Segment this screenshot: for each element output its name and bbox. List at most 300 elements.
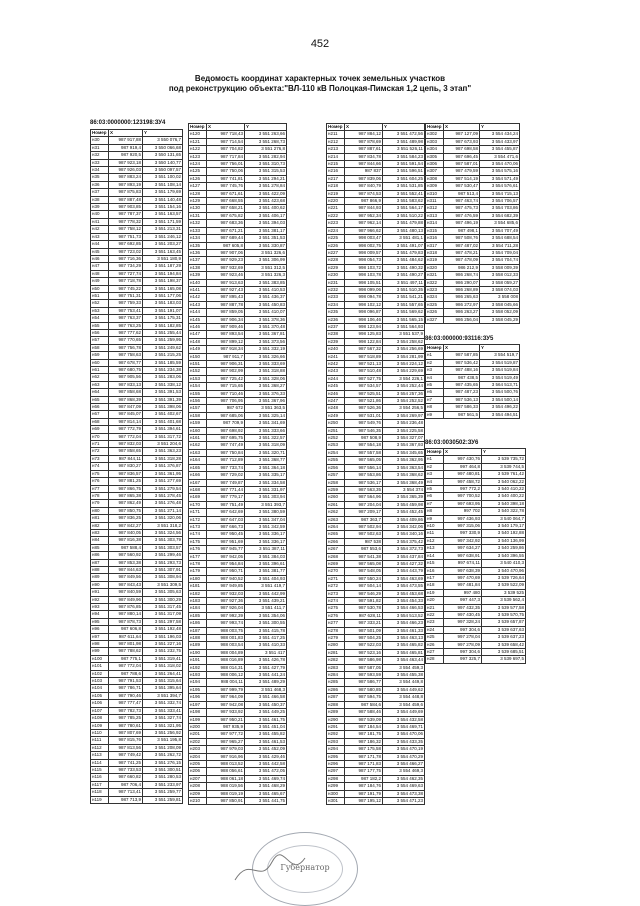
coord-y: 3 551 215,25 bbox=[143, 352, 183, 359]
table-row bbox=[426, 190, 520, 197]
point-number: н128 bbox=[189, 190, 207, 197]
point-number: н120 bbox=[189, 131, 207, 138]
coord-y: 3 551 312,5 bbox=[245, 264, 287, 271]
table-row bbox=[426, 168, 520, 175]
coord-y: 3 540 398,18 bbox=[482, 500, 526, 507]
coord-y: 3 551 415,78 bbox=[245, 627, 287, 634]
table-row bbox=[189, 331, 287, 338]
table-row bbox=[189, 479, 287, 486]
header-y: Y bbox=[480, 124, 520, 131]
coord-x: 987 950,45 bbox=[207, 531, 245, 538]
table-row bbox=[327, 190, 425, 197]
coord-x: 987 488,16 bbox=[444, 367, 480, 374]
coord-y: 3 551 394,61 bbox=[143, 426, 183, 433]
table-row bbox=[327, 131, 425, 138]
coord-y: 3 554 688,54 bbox=[480, 235, 520, 242]
table-row bbox=[327, 220, 425, 227]
table-row bbox=[189, 701, 287, 708]
coord-x: 987 933,92 bbox=[207, 709, 245, 716]
table-row bbox=[91, 263, 183, 270]
coord-x: 987 642,69 bbox=[207, 509, 245, 516]
point-number: н45 bbox=[91, 248, 109, 255]
coord-x: 987 671,61 bbox=[207, 190, 245, 197]
table-row bbox=[189, 227, 287, 234]
coord-x: 987 706,4 bbox=[109, 781, 143, 788]
point-number: н211 bbox=[327, 131, 345, 138]
point-number: н138 bbox=[189, 264, 207, 271]
table-row bbox=[91, 448, 183, 455]
table-row bbox=[327, 709, 425, 716]
point-number: н209 bbox=[189, 790, 207, 797]
point-number: н298 bbox=[327, 775, 345, 782]
coord-x: 987 525,51 bbox=[345, 390, 383, 397]
point-number: н307 bbox=[426, 168, 444, 175]
point-number: н305 bbox=[426, 153, 444, 160]
point-number: н159 bbox=[189, 420, 207, 427]
coord-x: 987 881,25 bbox=[109, 478, 143, 485]
coord-x: 987 586,98 bbox=[345, 657, 383, 664]
table-row bbox=[189, 161, 287, 168]
coord-x: 987 874,53 bbox=[345, 190, 383, 197]
table-row bbox=[327, 472, 425, 479]
point-number: н88 bbox=[91, 566, 109, 573]
point-number: н208 bbox=[189, 783, 207, 790]
header-x: X bbox=[207, 124, 245, 131]
table-row bbox=[327, 205, 425, 212]
coord-y: 3 551 406,17 bbox=[245, 212, 287, 219]
table-row bbox=[189, 657, 287, 664]
coord-y: 3 554 519,84 bbox=[480, 367, 520, 374]
section-label-zu5: 86:03:000000:93116:ЗУ5 bbox=[425, 336, 494, 342]
coord-x: 987 496,19 bbox=[444, 220, 480, 227]
coord-y: 3 551 182,85 bbox=[143, 322, 183, 329]
header-x: X bbox=[109, 130, 143, 137]
coord-x: 987 514,19 bbox=[444, 175, 480, 182]
point-number: н275 bbox=[327, 605, 345, 612]
coord-x: 987 840,59 bbox=[109, 589, 143, 596]
table-row bbox=[327, 168, 425, 175]
coord-x: 997 480,81 bbox=[444, 471, 482, 478]
coord-y: 3 551 180,9 bbox=[143, 255, 183, 262]
coord-x: 987 741,25 bbox=[109, 759, 143, 766]
table-row bbox=[327, 768, 425, 775]
coord-y: 3 551 469,74 bbox=[245, 775, 287, 782]
coord-y: 3 554 257,36 bbox=[383, 390, 425, 397]
point-number: н319 bbox=[426, 257, 444, 264]
coord-x: 987 866,75 bbox=[109, 485, 143, 492]
coord-x: 997 674,11 bbox=[444, 560, 482, 567]
table-row bbox=[91, 559, 183, 566]
point-number: н306 bbox=[426, 161, 444, 168]
coord-y: 3 539 697,5 bbox=[482, 656, 526, 663]
coord-y: 3 554 571,49 bbox=[480, 175, 520, 182]
table-row bbox=[426, 463, 526, 470]
table-row bbox=[426, 264, 520, 271]
table-row bbox=[327, 301, 425, 308]
coord-x: 987 580,85 bbox=[345, 686, 383, 693]
point-number: н58 bbox=[91, 344, 109, 351]
point-number: н46 bbox=[91, 255, 109, 262]
coord-x: 987 816,38 bbox=[109, 537, 143, 544]
coord-y: 3 551 140,48 bbox=[143, 196, 183, 203]
coord-y: 3 540 400,22 bbox=[482, 493, 526, 500]
coord-x: 987 675,82 bbox=[207, 212, 245, 219]
coord-y: 3 554 496,22 bbox=[480, 404, 520, 411]
table-row bbox=[426, 523, 526, 530]
point-number: н125 bbox=[189, 168, 207, 175]
point-number: н106 bbox=[91, 700, 109, 707]
point-number: н140 bbox=[189, 279, 207, 286]
point-number: н288 bbox=[327, 701, 345, 708]
table-row bbox=[327, 331, 425, 338]
point-number: н200 bbox=[189, 723, 207, 730]
coord-x: 988 003,75 bbox=[207, 627, 245, 634]
point-number: н110 bbox=[91, 729, 109, 736]
coord-y: 3 551 419,7 bbox=[245, 583, 287, 590]
point-number: н240 bbox=[327, 346, 345, 353]
table-row bbox=[189, 598, 287, 605]
table-row bbox=[189, 494, 287, 501]
coord-x: 998 054,73 bbox=[345, 257, 383, 264]
table-row bbox=[426, 582, 526, 589]
coord-x: 987 756,01 bbox=[207, 161, 245, 168]
point-number: н57 bbox=[91, 337, 109, 344]
coord-x: 987 127,09 bbox=[444, 131, 480, 138]
table-row bbox=[426, 382, 520, 389]
coord-x: 997 342,92 bbox=[444, 537, 482, 544]
table-row bbox=[91, 167, 183, 174]
coord-x: 987 504,25 bbox=[345, 635, 383, 642]
table-row bbox=[91, 248, 183, 255]
table-row bbox=[327, 375, 425, 382]
coord-y: 3 554 459,6 bbox=[383, 701, 425, 708]
point-number: н142 bbox=[189, 294, 207, 301]
point-number: н6 bbox=[426, 389, 444, 396]
point-number: н272 bbox=[327, 583, 345, 590]
coord-x: 987 435,65 bbox=[444, 382, 480, 389]
point-number: н54 bbox=[91, 315, 109, 322]
table-row bbox=[91, 426, 183, 433]
coord-x: 987 723,02 bbox=[109, 248, 143, 255]
point-number: н237 bbox=[327, 323, 345, 330]
table-row bbox=[426, 367, 520, 374]
table-row bbox=[91, 581, 183, 588]
coord-x: 987 842,27 bbox=[109, 522, 143, 529]
point-number: н179 bbox=[189, 568, 207, 575]
point-number: н327 bbox=[426, 316, 444, 323]
coord-y: 3 554 685,6 bbox=[480, 220, 520, 227]
coord-y: 3 540 410,22 bbox=[482, 486, 526, 493]
coord-y: 3 551 204,6 bbox=[143, 441, 183, 448]
point-number: н8 bbox=[426, 508, 444, 515]
coord-x: 987 184,76 bbox=[345, 783, 383, 790]
coord-y: 3 551 468,29 bbox=[245, 783, 287, 790]
point-number: н296 bbox=[327, 760, 345, 767]
coord-y: 3 551 317,09 bbox=[143, 611, 183, 618]
table-row bbox=[327, 775, 425, 782]
table-row bbox=[426, 220, 520, 227]
table-row bbox=[189, 760, 287, 767]
point-number: н226 bbox=[327, 242, 345, 249]
table-row bbox=[327, 598, 425, 605]
table-row bbox=[426, 309, 520, 316]
coord-y: 3 551 318,02 bbox=[143, 663, 183, 670]
coordinate-table-continued-1 bbox=[188, 123, 287, 805]
point-number: н102 bbox=[91, 670, 109, 677]
table-row bbox=[91, 315, 183, 322]
coord-x: 987 909,46 bbox=[207, 323, 245, 330]
coord-y: 3 539 562,4 bbox=[482, 597, 526, 604]
coord-y: 3 551 303,94 bbox=[245, 494, 287, 501]
coord-y: 3 551 378,36 bbox=[245, 316, 287, 323]
table-row bbox=[91, 766, 183, 773]
coord-x: 987 522,03 bbox=[345, 642, 383, 649]
point-number: н147 bbox=[189, 331, 207, 338]
coord-y: 3 551 442,58 bbox=[245, 760, 287, 767]
coord-x: 987 171,78 bbox=[345, 753, 383, 760]
coord-y: 3 551 299,46 bbox=[143, 552, 183, 559]
point-number: н318 bbox=[426, 249, 444, 256]
coord-x: 987 837 bbox=[345, 168, 383, 175]
coord-y: 3 554 455,87 bbox=[480, 146, 520, 153]
coord-x: 987 916,96 bbox=[207, 753, 245, 760]
point-number: н293 bbox=[327, 738, 345, 745]
coord-x: 987 591,82 bbox=[345, 598, 383, 605]
point-number: н127 bbox=[189, 183, 207, 190]
coord-x: 987 709,9 bbox=[207, 420, 245, 427]
coord-x: 987 999,79 bbox=[207, 686, 245, 693]
coord-y: 3 551 246,12 bbox=[143, 233, 183, 240]
coord-y: 3 551 326,66 bbox=[245, 353, 287, 360]
point-number: н96 bbox=[91, 626, 109, 633]
point-number: н207 bbox=[189, 775, 207, 782]
table-row bbox=[327, 338, 425, 345]
point-number: н192 bbox=[189, 664, 207, 671]
table-row bbox=[327, 760, 425, 767]
point-number: н9 bbox=[426, 515, 444, 522]
coord-x: 987 758,12 bbox=[109, 226, 143, 233]
table-row bbox=[189, 612, 287, 619]
point-number: н79 bbox=[91, 500, 109, 507]
coord-y: 3 551 564,93 bbox=[383, 323, 425, 330]
coord-y: 3 539 658,42 bbox=[482, 641, 526, 648]
coord-x: 987 539,09 bbox=[345, 716, 383, 723]
coord-y: 3 551 479,83 bbox=[383, 249, 425, 256]
coord-y: 3 554 281,99 bbox=[383, 353, 425, 360]
table-row bbox=[91, 752, 183, 759]
point-number: н198 bbox=[189, 709, 207, 716]
table-row bbox=[426, 634, 526, 641]
point-number: н280 bbox=[327, 642, 345, 649]
coord-y: 3 551 395,64 bbox=[143, 685, 183, 692]
table-row bbox=[426, 478, 526, 485]
point-number: н134 bbox=[189, 235, 207, 242]
coord-x: 987 932,69 bbox=[207, 264, 245, 271]
point-number: н160 bbox=[189, 427, 207, 434]
point-number: н53 bbox=[91, 307, 109, 314]
table-row bbox=[189, 427, 287, 434]
coord-y: 3 554 368,62 bbox=[383, 472, 425, 479]
coord-x: 988 019,19 bbox=[207, 790, 245, 797]
coord-x: 987 741,81 bbox=[207, 175, 245, 182]
point-number: н233 bbox=[327, 294, 345, 301]
table-row bbox=[189, 694, 287, 701]
coord-x: 987 186,32 bbox=[345, 738, 383, 745]
point-number: н169 bbox=[189, 494, 207, 501]
table-row bbox=[91, 529, 183, 536]
coord-y: 3 540 410,3 bbox=[482, 560, 526, 567]
table-row bbox=[91, 596, 183, 603]
point-number: н186 bbox=[189, 620, 207, 627]
coord-y: 3 558 045,29 bbox=[480, 316, 520, 323]
table-row bbox=[189, 138, 287, 145]
point-number: н214 bbox=[327, 153, 345, 160]
table-row bbox=[189, 212, 287, 219]
coord-y: 3 554 575,16 bbox=[480, 168, 520, 175]
header-point-number: Номер bbox=[427, 124, 442, 129]
table-row bbox=[91, 159, 183, 166]
table-row bbox=[91, 411, 183, 418]
coord-y: 3 550 097,57 bbox=[143, 167, 183, 174]
coord-y: 3 551 318,09 bbox=[245, 442, 287, 449]
table-row bbox=[327, 368, 425, 375]
table-row bbox=[327, 575, 425, 582]
table-row bbox=[327, 612, 425, 619]
coord-x: 987 868,39 bbox=[109, 396, 143, 403]
coord-y: 3 554 454,33 bbox=[383, 598, 425, 605]
table-row bbox=[91, 241, 183, 248]
point-number: н34 bbox=[91, 167, 109, 174]
coord-x: 998 105,51 bbox=[345, 279, 383, 286]
coord-y: 3 554 465,81 bbox=[383, 649, 425, 656]
table-row bbox=[327, 457, 425, 464]
coord-x: 987 849,96 bbox=[109, 596, 143, 603]
table-row bbox=[91, 292, 183, 299]
table-row bbox=[327, 523, 425, 530]
coord-x: 987 895,43 bbox=[207, 294, 245, 301]
point-number: н83 bbox=[91, 529, 109, 536]
coord-y: 3 558 059,27 bbox=[480, 279, 520, 286]
point-number: н69 bbox=[91, 426, 109, 433]
table-row bbox=[327, 694, 425, 701]
table-row bbox=[189, 575, 287, 582]
coord-y: 3 551 317,45 bbox=[143, 604, 183, 611]
table-row bbox=[189, 738, 287, 745]
point-number: н157 bbox=[189, 405, 207, 412]
coord-x: 986 268,89 bbox=[444, 286, 480, 293]
coord-y: 3 551 411,7 bbox=[245, 605, 287, 612]
coord-y: 3 551 472,56 bbox=[383, 131, 425, 138]
table-row bbox=[91, 633, 183, 640]
point-number: н285 bbox=[327, 679, 345, 686]
point-number: н194 bbox=[189, 679, 207, 686]
point-number: н286 bbox=[327, 686, 345, 693]
table-row bbox=[91, 626, 183, 633]
point-number: н223 bbox=[327, 220, 345, 227]
table-row bbox=[426, 138, 520, 145]
table-row bbox=[91, 796, 183, 803]
coord-x: 987 845,07 bbox=[109, 411, 143, 418]
point-number: н206 bbox=[189, 768, 207, 775]
table-row bbox=[189, 279, 287, 286]
table-row bbox=[327, 679, 425, 686]
coord-x: 987 813,56 bbox=[109, 744, 143, 751]
coord-y: 3 550 066,68 bbox=[143, 144, 183, 151]
coord-x: 987 830,27 bbox=[109, 463, 143, 470]
table-row bbox=[426, 279, 520, 286]
point-number: н23 bbox=[426, 619, 444, 626]
coord-y: 3 554 372,73 bbox=[383, 546, 425, 553]
coord-y: 3 551 490,32 bbox=[383, 264, 425, 271]
point-number: н183 bbox=[189, 598, 207, 605]
table-row bbox=[91, 515, 183, 522]
coord-x: 987 550,24 bbox=[345, 575, 383, 582]
coord-x: 997 458,72 bbox=[444, 478, 482, 485]
coord-y: 3 551 410,07 bbox=[245, 309, 287, 316]
coord-x: 987 518,89 bbox=[345, 353, 383, 360]
coord-y: 3 551 333,69 bbox=[245, 361, 287, 368]
point-number: н269 bbox=[327, 560, 345, 567]
point-number: н97 bbox=[91, 633, 109, 640]
table-row bbox=[91, 322, 183, 329]
coord-x: 987 716,36 bbox=[109, 255, 143, 262]
table-row bbox=[426, 537, 526, 544]
point-number: н267 bbox=[327, 546, 345, 553]
coord-x: 987 531,01 bbox=[345, 412, 383, 419]
coord-x: 986 256,04 bbox=[444, 316, 480, 323]
table-row bbox=[91, 789, 183, 796]
table-row bbox=[189, 672, 287, 679]
table-row bbox=[426, 205, 520, 212]
coord-x: 987 606,8 bbox=[109, 626, 143, 633]
coord-y: 3 554 433,97 bbox=[480, 138, 520, 145]
coord-y: 3 551 423,68 bbox=[245, 198, 287, 205]
coord-y: 3 551 259,81 bbox=[143, 796, 183, 803]
coord-y: 3 554 345,65 bbox=[383, 449, 425, 456]
point-number: н173 bbox=[189, 523, 207, 530]
table-row bbox=[327, 146, 425, 153]
table-row bbox=[91, 729, 183, 736]
point-number: н263 bbox=[327, 516, 345, 523]
coord-x: 987 782,73 bbox=[109, 707, 143, 714]
coord-y: 3 551 310,73 bbox=[245, 161, 287, 168]
coord-x: 987 942,05 bbox=[207, 553, 245, 560]
coord-y: 3 551 277,69 bbox=[143, 478, 183, 485]
coord-y: 3 551 490,27 bbox=[383, 272, 425, 279]
point-number: н283 bbox=[327, 664, 345, 671]
table-row bbox=[91, 552, 183, 559]
coord-x: 997 304,6 bbox=[444, 626, 482, 633]
point-number: н266 bbox=[327, 538, 345, 545]
coord-y: 3 551 394,7 bbox=[143, 692, 183, 699]
table-row bbox=[189, 775, 287, 782]
coord-y: 3 551 526,11 bbox=[383, 146, 425, 153]
coord-x: 987 942,08 bbox=[207, 701, 245, 708]
coord-x: 987 706,95 bbox=[207, 398, 245, 405]
table-row bbox=[426, 249, 520, 256]
coord-x: 987 487,23 bbox=[444, 389, 480, 396]
coord-x: 997 702 bbox=[444, 508, 482, 515]
coord-y: 3 554 471,23 bbox=[383, 797, 425, 804]
table-row bbox=[91, 470, 183, 477]
point-number: н189 bbox=[189, 642, 207, 649]
coord-x: 987 556,14 bbox=[345, 464, 383, 471]
point-number: н2 bbox=[426, 463, 444, 470]
coord-x: 997 278,04 bbox=[444, 634, 482, 641]
coord-y: 3 551 196,03 bbox=[143, 633, 183, 640]
table-row bbox=[91, 285, 183, 292]
coord-y: 3 551 402,67 bbox=[143, 411, 183, 418]
